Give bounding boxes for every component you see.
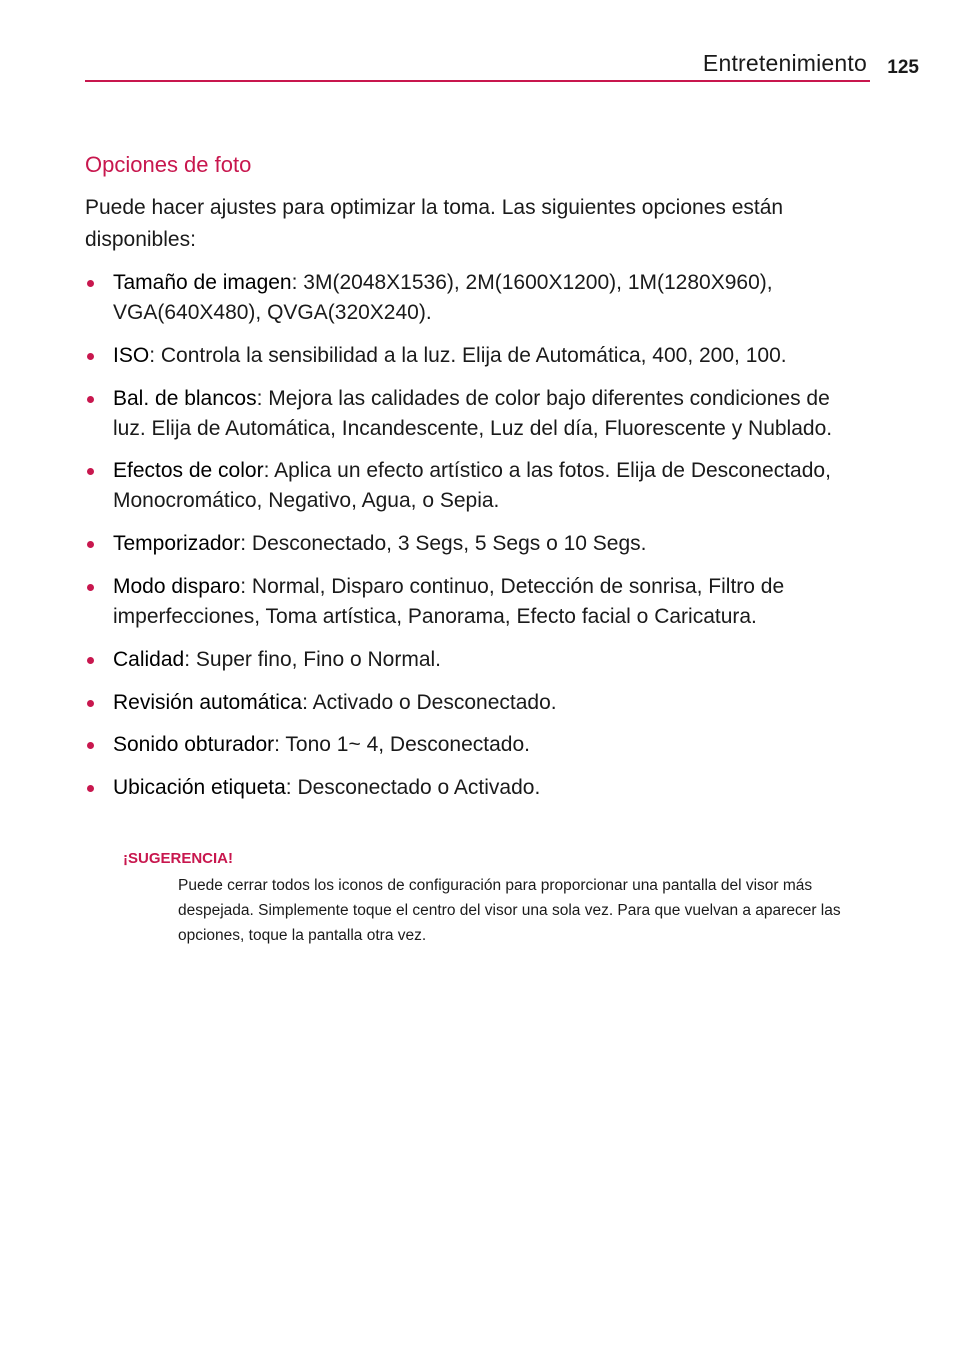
option-description: : Aplica un efecto artístico a las fotos. Elija de Desconectado, Monocromático, Negativo, Agua, o Sepia. xyxy=(113,459,831,513)
list-item xyxy=(85,456,865,516)
list-item xyxy=(85,384,865,444)
list-item xyxy=(85,645,865,675)
bullet-icon xyxy=(87,280,94,287)
photo-options-list xyxy=(85,268,865,803)
tip-label: ¡SUGERENCIA! xyxy=(123,850,234,867)
option-term: ISO xyxy=(113,343,150,367)
list-item xyxy=(85,773,865,803)
option-term: Temporizador xyxy=(113,532,241,556)
option-term: Tamaño de imagen xyxy=(113,271,292,294)
option-description: : Desconectado o Activado. xyxy=(285,776,541,800)
section-title: Opciones de foto xyxy=(85,152,252,177)
main-content xyxy=(85,150,865,816)
bullet-icon xyxy=(87,584,94,591)
bullet-icon xyxy=(87,353,94,360)
bullet-icon xyxy=(87,742,94,749)
list-item xyxy=(85,529,865,559)
list-item xyxy=(85,341,865,371)
list-item xyxy=(85,268,865,328)
list-item xyxy=(85,730,865,760)
bullet-icon xyxy=(87,468,94,475)
option-description: : Activado o Desconectado. xyxy=(302,690,557,714)
option-description: : Mejora las calidades de color bajo diferentes condiciones de luz. Elija de Automática, Incandescente, Luz del día, Fluorescente y Nublado. xyxy=(113,386,833,440)
bullet-icon xyxy=(87,785,94,792)
bullet-icon xyxy=(87,657,94,664)
list-item xyxy=(85,572,865,632)
page-number: 125 xyxy=(887,57,919,78)
option-term: Efectos de color xyxy=(113,459,264,483)
option-term: Modo disparo xyxy=(113,574,241,598)
header-divider xyxy=(85,80,870,82)
option-description: : Super fino, Fino o Normal. xyxy=(184,647,441,671)
option-description: : Normal, Disparo continuo, Detección de sonrisa, Filtro de imperfecciones, Toma artística, Panorama, Efecto facial o Caricatura. xyxy=(113,574,785,628)
tip-text: Puede cerrar todos los iconos de configuración para proporcionar una pantalla del visor más despejada. Simplemente toque el centro del visor una sola vez. Para que vuelvan a aparecer las opciones, toque la pantalla otra vez. xyxy=(178,877,841,944)
option-description: : Desconectado, 3 Segs, 5 Segs o 10 Segs. xyxy=(240,532,647,556)
option-description: : 3M(2048X1536), 2M(1600X1200), 1M(1280X960), VGA(640X480), QVGA(320X240). xyxy=(113,271,773,324)
option-term: Sonido obturador xyxy=(113,733,275,757)
option-term: Revisión automática xyxy=(113,690,303,714)
bullet-icon xyxy=(87,700,94,707)
intro-paragraph: Puede hacer ajustes para optimizar la toma. Las siguientes opciones están disponibles: xyxy=(85,196,784,251)
option-description: : Controla la sensibilidad a la luz. Elija de Automática, 400, 200, 100. xyxy=(149,343,787,367)
option-term: Bal. de blancos xyxy=(113,386,257,410)
option-term: Ubicación etiqueta xyxy=(113,776,286,800)
option-term: Calidad xyxy=(113,647,185,671)
tip-box xyxy=(123,848,863,948)
chapter-title: Entretenimiento xyxy=(702,50,867,76)
bullet-icon xyxy=(87,541,94,548)
bullet-icon xyxy=(87,396,94,403)
page-header xyxy=(85,48,919,88)
option-description: : Tono 1~ 4, Desconectado. xyxy=(274,733,531,757)
list-item xyxy=(85,688,865,718)
